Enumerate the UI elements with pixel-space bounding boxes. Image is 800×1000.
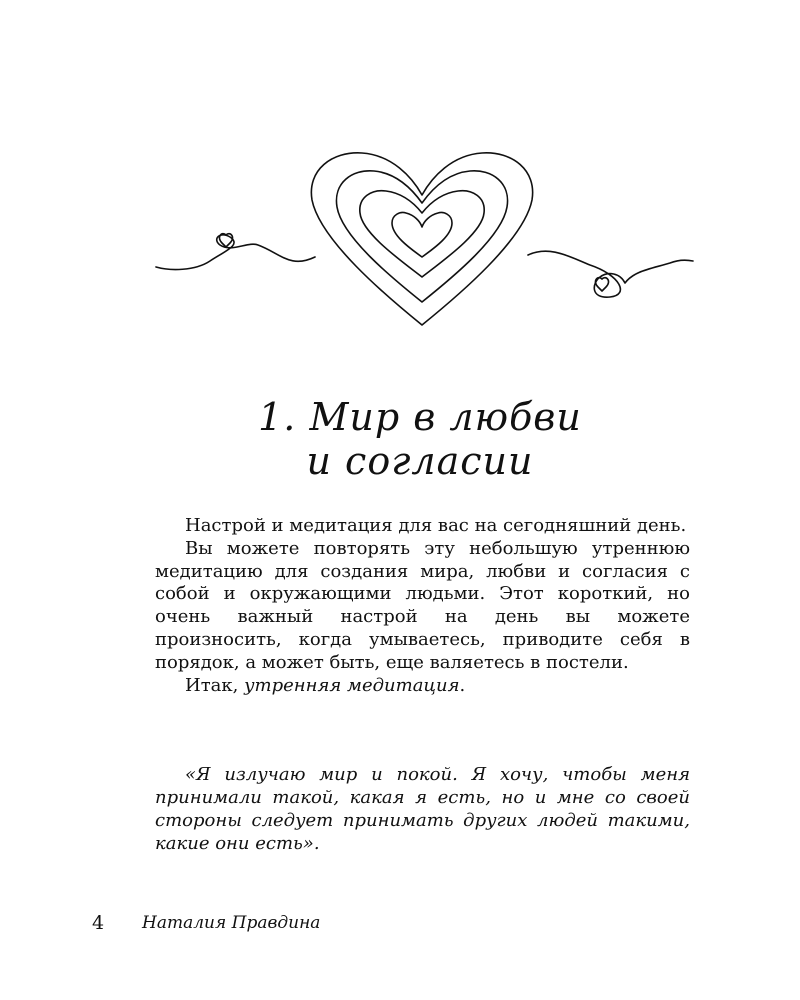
- heart-line-art-icon: [150, 145, 695, 335]
- paragraph-2: Вы можете повторять эту небольшую утреннюю медитацию для создания мира, любви и согласия с собой и окружающими людьми. Этот короткий, но очень важный настрой на день вы можете произносить, когда умываетесь, приводите себя в порядок, а может быть, еще валяетесь в постели.: [155, 537, 690, 673]
- paragraph-3: [155, 675, 690, 698]
- chapter-title-line-2: и согласии: [306, 439, 534, 483]
- inner-heart: [392, 212, 452, 257]
- paragraph-3-emphasis: утренняя медитация: [244, 674, 460, 696]
- outer-heart: [311, 153, 532, 325]
- wavy-line: [156, 235, 315, 270]
- paragraph-1: Настрой и медитация для вас на сегодняшний день.: [185, 515, 687, 536]
- paragraph-3-prefix: Итак,: [185, 674, 245, 696]
- quote-text: «Я излучаю мир и покой. Я хочу, чтобы меня принимали такой, какая я есть, но и мне со своей стороны следует принимать других людей такими, какие они есть».: [155, 764, 690, 854]
- author-name: Наталия Правдина: [142, 913, 321, 933]
- paragraph-3-suffix: .: [459, 674, 466, 696]
- page-number: 4: [92, 912, 105, 934]
- chapter-title-line-1: 1. Мир в любви: [258, 395, 582, 439]
- chapter-title: [0, 395, 800, 483]
- second-heart: [336, 171, 507, 302]
- wavy-line-right: [528, 251, 693, 297]
- meditation-quote: [155, 763, 690, 855]
- body-text: [155, 515, 690, 697]
